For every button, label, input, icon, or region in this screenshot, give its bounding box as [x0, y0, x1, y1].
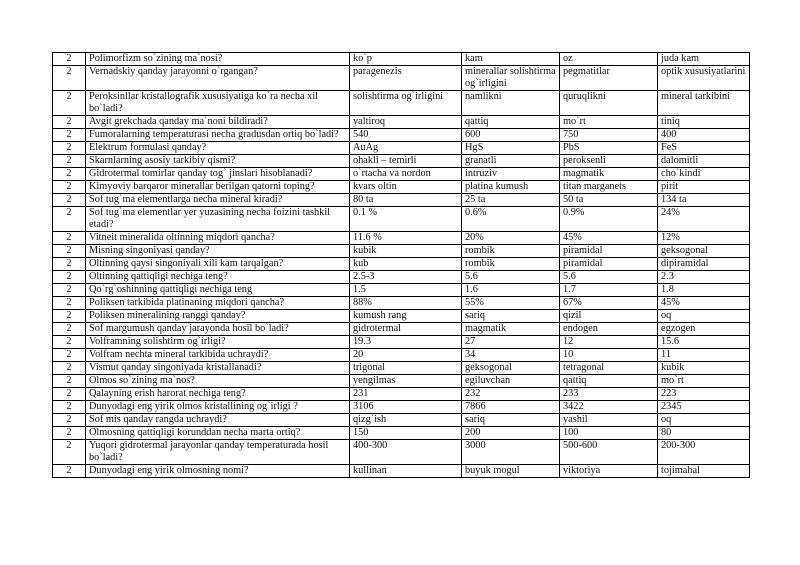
quiz-table: [52, 52, 750, 478]
answer-b-cell: namlikni: [462, 91, 560, 116]
table-row: [53, 194, 750, 207]
answer-d-cell: egzogen: [658, 323, 750, 336]
answer-a-cell: kubik: [350, 245, 462, 258]
table-row: [53, 401, 750, 414]
difficulty-cell: 2: [53, 116, 86, 129]
answer-d-cell: kubik: [658, 362, 750, 375]
answer-d-cell: cho`kindi: [658, 168, 750, 181]
table-row: [53, 414, 750, 427]
difficulty-cell: 2: [53, 414, 86, 427]
answer-b-cell: HgS: [462, 142, 560, 155]
answer-c-cell: quruqlikni: [560, 91, 658, 116]
table-row: [53, 91, 750, 116]
answer-a-cell: 3106: [350, 401, 462, 414]
answer-d-cell: 15.6: [658, 336, 750, 349]
answer-d-cell: mineral tarkibini: [658, 91, 750, 116]
answer-a-cell: 400-300: [350, 440, 462, 465]
answer-b-cell: sariq: [462, 310, 560, 323]
question-cell: Vismut qanday singoniyada kristallanadi?: [86, 362, 350, 375]
question-cell: Poliksen mineralining ranggi qanday?: [86, 310, 350, 323]
table-row: [53, 53, 750, 66]
answer-b-cell: 600: [462, 129, 560, 142]
answer-a-cell: paragenezis: [350, 66, 462, 91]
answer-b-cell: kam: [462, 53, 560, 66]
question-cell: Olmos so`zining ma`nos?: [86, 375, 350, 388]
answer-d-cell: juda kam: [658, 53, 750, 66]
answer-b-cell: rombik: [462, 258, 560, 271]
question-cell: Fumoralarning temperaturasi necha gradusdan ortiq bo`ladi?: [86, 129, 350, 142]
table-row: [53, 349, 750, 362]
table-row: [53, 310, 750, 323]
table-row: [53, 232, 750, 245]
answer-d-cell: 223: [658, 388, 750, 401]
difficulty-cell: 2: [53, 258, 86, 271]
answer-c-cell: 100: [560, 427, 658, 440]
question-cell: Sof tug`ma elementlarga necha mineral kiradi?: [86, 194, 350, 207]
answer-a-cell: kub: [350, 258, 462, 271]
table-row: [53, 284, 750, 297]
answer-b-cell: 5.6: [462, 271, 560, 284]
answer-d-cell: geksogonal: [658, 245, 750, 258]
difficulty-cell: 2: [53, 401, 86, 414]
question-cell: Sof mis qanday rangda uchraydi?: [86, 414, 350, 427]
difficulty-cell: 2: [53, 194, 86, 207]
answer-a-cell: AuAg: [350, 142, 462, 155]
difficulty-cell: 2: [53, 310, 86, 323]
answer-d-cell: 200-300: [658, 440, 750, 465]
table-row: [53, 362, 750, 375]
table-row: [53, 297, 750, 310]
answer-c-cell: qattiq: [560, 375, 658, 388]
difficulty-cell: 2: [53, 362, 86, 375]
answer-b-cell: egiluvchan: [462, 375, 560, 388]
question-cell: Avgit grekchada qanday ma`noni bildiradi?: [86, 116, 350, 129]
table-row: [53, 168, 750, 181]
difficulty-cell: 2: [53, 168, 86, 181]
answer-d-cell: 134 ta: [658, 194, 750, 207]
answer-a-cell: o`rtacha va nordon: [350, 168, 462, 181]
question-cell: Volfram nechta mineral tarkibida uchraydi?: [86, 349, 350, 362]
difficulty-cell: 2: [53, 245, 86, 258]
answer-b-cell: granatli: [462, 155, 560, 168]
answer-d-cell: optik xususiyatlarini: [658, 66, 750, 91]
difficulty-cell: 2: [53, 297, 86, 310]
answer-d-cell: 11: [658, 349, 750, 362]
question-cell: Oltinning qattiqligi nechiga teng?: [86, 271, 350, 284]
table-row: [53, 336, 750, 349]
difficulty-cell: 2: [53, 388, 86, 401]
answer-a-cell: solishtirma og`irligini: [350, 91, 462, 116]
question-cell: Misning singoniyasi qanday?: [86, 245, 350, 258]
answer-a-cell: trigonal: [350, 362, 462, 375]
answer-d-cell: 80: [658, 427, 750, 440]
answer-a-cell: kumush rang: [350, 310, 462, 323]
table-row: [53, 155, 750, 168]
table-row: [53, 271, 750, 284]
answer-b-cell: 3000: [462, 440, 560, 465]
quiz-sheet: [52, 52, 749, 478]
table-row: [53, 207, 750, 232]
answer-a-cell: kvars oltin: [350, 181, 462, 194]
table-row: [53, 375, 750, 388]
difficulty-cell: 2: [53, 207, 86, 232]
question-cell: Qo`rg`oshinning qattiqligi nechiga teng: [86, 284, 350, 297]
table-row: [53, 181, 750, 194]
answer-a-cell: 19.3: [350, 336, 462, 349]
answer-b-cell: magmatik: [462, 323, 560, 336]
difficulty-cell: 2: [53, 465, 86, 478]
answer-a-cell: yengilmas: [350, 375, 462, 388]
answer-c-cell: 233: [560, 388, 658, 401]
question-cell: Gidrotermal tomirlar qanday tog` jinslari hisoblanadi?: [86, 168, 350, 181]
difficulty-cell: 2: [53, 53, 86, 66]
question-cell: Volframning solishtirm og`irligi?: [86, 336, 350, 349]
question-cell: Sof margumush qanday jarayonda hosil bo`ladi?: [86, 323, 350, 336]
table-row: [53, 129, 750, 142]
table-row: [53, 66, 750, 91]
question-cell: Kimyoviy barqaror minerallar berilgan qatorni toping?: [86, 181, 350, 194]
answer-b-cell: buyuk mogul: [462, 465, 560, 478]
difficulty-cell: 2: [53, 427, 86, 440]
answer-a-cell: 231: [350, 388, 462, 401]
answer-d-cell: oq: [658, 414, 750, 427]
question-cell: Elektrum formulasi qanday?: [86, 142, 350, 155]
difficulty-cell: 2: [53, 349, 86, 362]
answer-d-cell: dalomitli: [658, 155, 750, 168]
answer-c-cell: endogen: [560, 323, 658, 336]
answer-d-cell: 12%: [658, 232, 750, 245]
answer-d-cell: 400: [658, 129, 750, 142]
difficulty-cell: 2: [53, 155, 86, 168]
answer-d-cell: 2345: [658, 401, 750, 414]
answer-a-cell: 11.6 %: [350, 232, 462, 245]
answer-c-cell: 500-600: [560, 440, 658, 465]
answer-b-cell: 1.6: [462, 284, 560, 297]
answer-b-cell: qattiq: [462, 116, 560, 129]
answer-c-cell: yashil: [560, 414, 658, 427]
answer-c-cell: 3422: [560, 401, 658, 414]
answer-c-cell: 10: [560, 349, 658, 362]
answer-a-cell: kullinan: [350, 465, 462, 478]
answer-c-cell: viktoriya: [560, 465, 658, 478]
answer-d-cell: dipiramidal: [658, 258, 750, 271]
difficulty-cell: 2: [53, 375, 86, 388]
answer-d-cell: 2.3: [658, 271, 750, 284]
difficulty-cell: 2: [53, 142, 86, 155]
answer-b-cell: 7866: [462, 401, 560, 414]
question-cell: Yuqori gidrotermal jarayonlar qanday temperaturada hosil bo`ladi?: [86, 440, 350, 465]
answer-c-cell: titan marganets: [560, 181, 658, 194]
answer-c-cell: 750: [560, 129, 658, 142]
answer-d-cell: oq: [658, 310, 750, 323]
answer-a-cell: 1.5: [350, 284, 462, 297]
difficulty-cell: 2: [53, 232, 86, 245]
question-cell: Oltinning qaysi singoniyali xili kam tarqalgan?: [86, 258, 350, 271]
answer-c-cell: 0.9%: [560, 207, 658, 232]
difficulty-cell: 2: [53, 91, 86, 116]
answer-d-cell: pirit: [658, 181, 750, 194]
answer-b-cell: sariq: [462, 414, 560, 427]
question-cell: Poliksen tarkibida platinaning miqdori qancha?: [86, 297, 350, 310]
quiz-table-body: [53, 53, 750, 478]
question-cell: Dunyodagi eng yirik olmos kristallining og`irligi ?: [86, 401, 350, 414]
difficulty-cell: 2: [53, 66, 86, 91]
table-row: [53, 245, 750, 258]
answer-d-cell: 1.8: [658, 284, 750, 297]
answer-d-cell: mo`rt: [658, 375, 750, 388]
answer-c-cell: peroksenli: [560, 155, 658, 168]
answer-b-cell: rombik: [462, 245, 560, 258]
question-cell: Polimorfizm so`zining ma`nosi?: [86, 53, 350, 66]
answer-c-cell: oz: [560, 53, 658, 66]
answer-c-cell: piramidal: [560, 258, 658, 271]
answer-c-cell: 45%: [560, 232, 658, 245]
answer-c-cell: tetragonal: [560, 362, 658, 375]
table-row: [53, 116, 750, 129]
table-row: [53, 258, 750, 271]
answer-b-cell: 25 ta: [462, 194, 560, 207]
answer-b-cell: geksogonal: [462, 362, 560, 375]
answer-b-cell: intruziv: [462, 168, 560, 181]
answer-c-cell: piramidal: [560, 245, 658, 258]
answer-b-cell: 200: [462, 427, 560, 440]
answer-a-cell: ohakli – temirli: [350, 155, 462, 168]
difficulty-cell: 2: [53, 129, 86, 142]
table-row: [53, 388, 750, 401]
question-cell: Dunyodagi eng yirik olmosning nomi?: [86, 465, 350, 478]
answer-b-cell: 232: [462, 388, 560, 401]
answer-a-cell: 150: [350, 427, 462, 440]
difficulty-cell: 2: [53, 440, 86, 465]
answer-b-cell: minerallar solishtirma og`irligini: [462, 66, 560, 91]
table-row: [53, 427, 750, 440]
answer-b-cell: 55%: [462, 297, 560, 310]
difficulty-cell: 2: [53, 336, 86, 349]
answer-c-cell: 50 ta: [560, 194, 658, 207]
answer-b-cell: 34: [462, 349, 560, 362]
answer-b-cell: 27: [462, 336, 560, 349]
question-cell: Peroksinllar kristallografik xususiyatiga ko`ra necha xil bo`ladi?: [86, 91, 350, 116]
answer-d-cell: tojimahal: [658, 465, 750, 478]
answer-a-cell: gidrotermal: [350, 323, 462, 336]
answer-d-cell: 24%: [658, 207, 750, 232]
answer-c-cell: 12: [560, 336, 658, 349]
table-row: [53, 142, 750, 155]
answer-a-cell: 88%: [350, 297, 462, 310]
question-cell: Skarnlarning asosiy tarkibiy qismi?: [86, 155, 350, 168]
answer-b-cell: 20%: [462, 232, 560, 245]
answer-a-cell: qizg`ish: [350, 414, 462, 427]
difficulty-cell: 2: [53, 181, 86, 194]
difficulty-cell: 2: [53, 284, 86, 297]
answer-c-cell: PbS: [560, 142, 658, 155]
answer-a-cell: 80 ta: [350, 194, 462, 207]
answer-a-cell: ko`p: [350, 53, 462, 66]
question-cell: Vitneit mineralida oltinning miqdori qancha?: [86, 232, 350, 245]
difficulty-cell: 2: [53, 271, 86, 284]
answer-a-cell: 2.5-3: [350, 271, 462, 284]
answer-c-cell: qizil: [560, 310, 658, 323]
question-cell: Qalayning erish harorat nechiga teng?: [86, 388, 350, 401]
table-row: [53, 465, 750, 478]
question-cell: Sof tug`ma elementlar yer yuzasining necha foizini tashkil etadi?: [86, 207, 350, 232]
answer-c-cell: magmatik: [560, 168, 658, 181]
answer-d-cell: tiniq: [658, 116, 750, 129]
answer-c-cell: 5.6: [560, 271, 658, 284]
answer-a-cell: 0.1 %: [350, 207, 462, 232]
answer-c-cell: pegmatitlar: [560, 66, 658, 91]
answer-c-cell: 67%: [560, 297, 658, 310]
difficulty-cell: 2: [53, 323, 86, 336]
answer-d-cell: 45%: [658, 297, 750, 310]
answer-c-cell: mo`rt: [560, 116, 658, 129]
question-cell: Vernadskiy qanday jarayonni o`rgangan?: [86, 66, 350, 91]
table-row: [53, 323, 750, 336]
answer-b-cell: platina kumush: [462, 181, 560, 194]
answer-c-cell: 1.7: [560, 284, 658, 297]
answer-a-cell: 20: [350, 349, 462, 362]
question-cell: Olmosning qattiqligi korunddan necha marta ortiq?: [86, 427, 350, 440]
answer-a-cell: yaltiroq: [350, 116, 462, 129]
table-row: [53, 440, 750, 465]
answer-a-cell: 540: [350, 129, 462, 142]
answer-b-cell: 0.6%: [462, 207, 560, 232]
answer-d-cell: FeS: [658, 142, 750, 155]
